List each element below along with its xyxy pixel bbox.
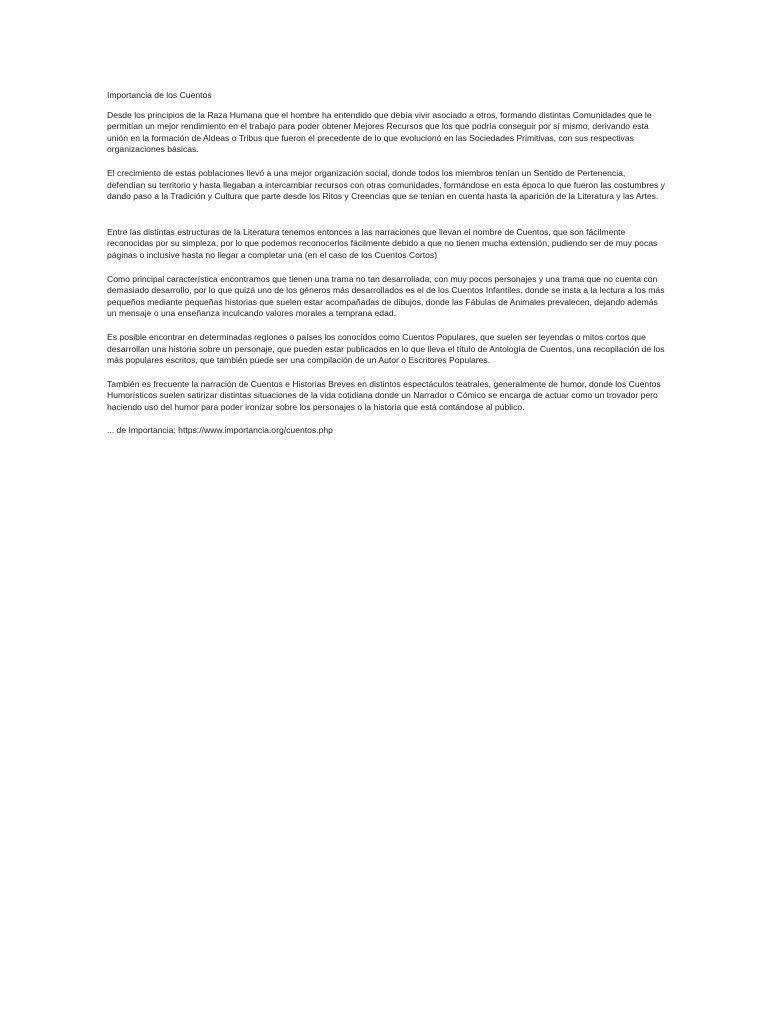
- source-link-text: ... de Importancia: https://www.importancia.org/cuentos.php: [107, 425, 333, 436]
- paragraph-6: También es frecuente la narración de Cuentos e Historias Breves en distintos espectáculos teatrales, generalmente de humor, donde los Cuentos Humorísticos suelen satirizar distintas situaciones de la vida cotidiana donde un Narrador o Cómico se encarga de actuar como un trovador pero haciendo uso del humor para poder ironizar sobre los personajes o la historia que está contándose al público.: [107, 378, 661, 412]
- paragraph-3: Entre las distintas estructuras de la Literatura tenemos entonces a las narraciones que llevan el nombre de Cuentos, que son fácilmente reconocidas por su simpleza, por lo que podemos reconocerlos fácilmente debido a que no tienen mucha extensión, pudiendo ser de muy pocas páginas o inclusive hasta no llegar a completar una (en el caso de los Cuentos Cortos): [107, 226, 658, 260]
- paragraph-5: Es posible encontrar en determinadas regiones o países los conocidos como Cuentos Populares, que suelen ser leyendas o mitos cortos que desarrollan una historia sobre un personaje, que pueden estar publicados en lo que lleva el título de Antología de Cuentos, una recopilación de los más populares escritos, que también puede ser una compilación de un Autor o Escritores Populares.: [107, 331, 665, 366]
- document-body: [107, 90, 665, 437]
- paragraph-1: Desde los principios de la Raza Humana que el hombre ha entendido que debía vivir asociado a otros, formando distintas Comunidades que le permitían un mejor rendimiento en el trabajo para poder obtener Mejores Recursos que los que podría conseguir por sí mismo, derivando esta unión en la formación de Aldeas o Tribus que fueron el precedente de lo que evolucionó en las Sociedades Primitivas, con sus respectivas organizaciones básicas.: [107, 109, 652, 155]
- paragraph-4: Como principal característica encontramos que tienen una trama no tan desarrollada, con muy pocos personajes y una trama que no cuenta con demasiado desarrollo, por lo que quizá uno de los géneros más desarrollados es el de los Cuentos Infantiles, donde se insta a la lectura a los más pequeños mediante pequeñas historias que suelen estar acompañadas de dibujos, donde las Fábulas de Animales prevalecen, dejando además un mensaje o una enseñanza inculcando valores morales a temprana edad.: [107, 273, 665, 319]
- document-title: Importancia de los Cuentos: [107, 90, 212, 100]
- paragraph-2: El crecimiento de estas poblaciones llevó a una mejor organización social, donde todos los miembros tenían un Sentido de Pertenencia, defendían su territorio y hasta llegaban a intercambiar recursos con otras comunidades, formándose en esta época lo que fueron las costumbres y dando paso a la Tradición y Cultura que parte desde los Ritos y Creencias que se tenían en cuenta hasta la aparición de la Literatura y las Artes.: [107, 167, 665, 202]
